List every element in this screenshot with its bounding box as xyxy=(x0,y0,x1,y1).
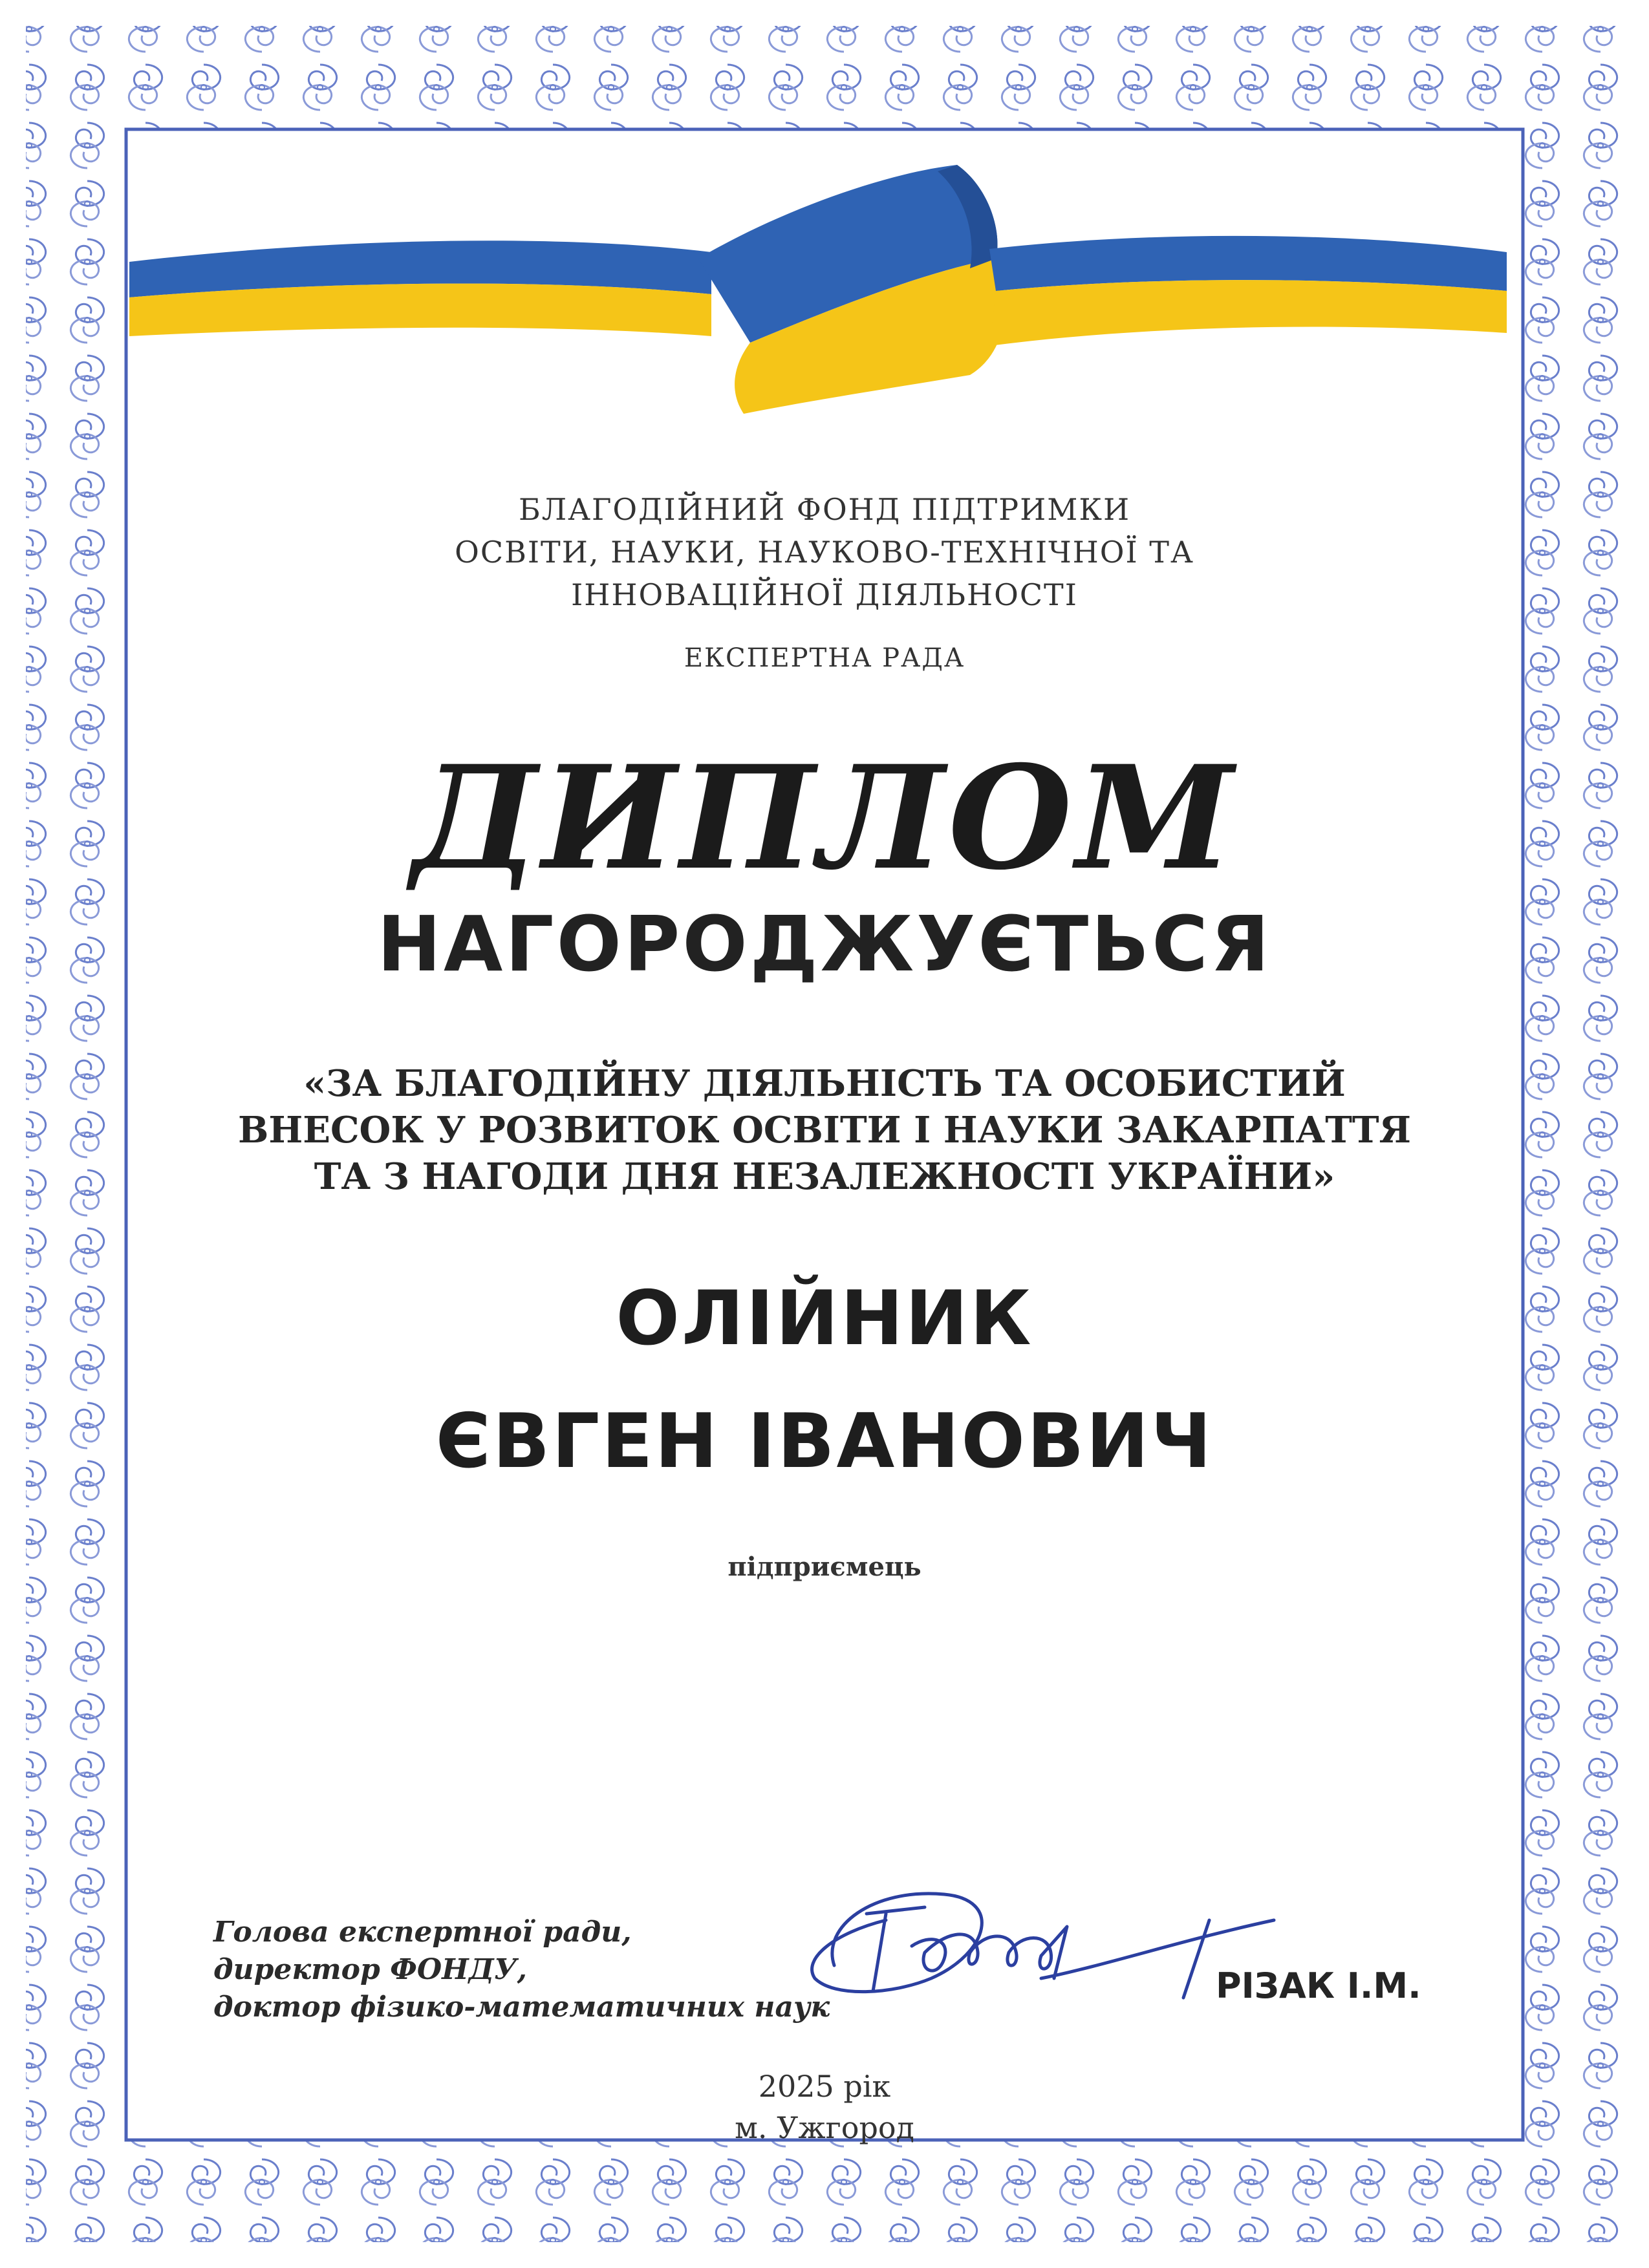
recipient-name xyxy=(0,1257,1649,1503)
footer-year: 2025 рік xyxy=(758,2069,891,2104)
diploma-title: ДИПЛОМ xyxy=(411,734,1238,901)
footer-city: м. Ужгород xyxy=(735,2110,914,2145)
recipient-given-names: ЄВГЕН ІВАНОВИЧ xyxy=(435,1398,1214,1485)
organization-line-1: БЛАГОДІЙНИЙ ФОНД ПІДТРИМКИ xyxy=(518,492,1131,527)
ukraine-flag-ribbon-icon xyxy=(129,162,1507,420)
handwritten-signature-icon xyxy=(795,1868,1300,2043)
signatory-role-3: доктор фізико-математичних наук xyxy=(213,1991,830,2024)
award-reason-line-2: ВНЕСОК У РОЗВИТОК ОСВІТИ І НАУКИ ЗАКАРПАТТЯ xyxy=(238,1109,1411,1151)
recipient-position: підприємець xyxy=(727,1552,921,1582)
signatory-role-1: Голова експертної ради, xyxy=(213,1916,632,1949)
award-reason-line-3: ТА З НАГОДИ ДНЯ НЕЗАЛЕЖНОСТІ УКРАЇНИ» xyxy=(314,1155,1335,1198)
signatory-roles xyxy=(213,1914,830,2026)
award-reason xyxy=(0,1060,1649,1200)
organization-line-2: ОСВІТИ, НАУКИ, НАУКОВО-ТЕХНІЧНОЇ ТА xyxy=(455,535,1194,570)
recipient-surname: ОЛІЙНИК xyxy=(616,1275,1033,1362)
organization-line-3: ІННОВАЦІЙНОЇ ДІЯЛЬНОСТІ xyxy=(571,577,1078,612)
award-reason-line-1: «ЗА БЛАГОДІЙНУ ДІЯЛЬНІСТЬ ТА ОСОБИСТИЙ xyxy=(303,1062,1346,1105)
signatory-name: РІЗАК І.М. xyxy=(1216,1965,1421,2006)
footer xyxy=(0,2066,1649,2148)
expert-council: ЕКСПЕРТНА РАДА xyxy=(684,643,965,673)
organization-name xyxy=(0,488,1649,616)
awarded-heading: НАГОРОДЖУЄТЬСЯ xyxy=(377,899,1272,989)
signatory-role-2: директор ФОНДУ, xyxy=(213,1953,527,1986)
